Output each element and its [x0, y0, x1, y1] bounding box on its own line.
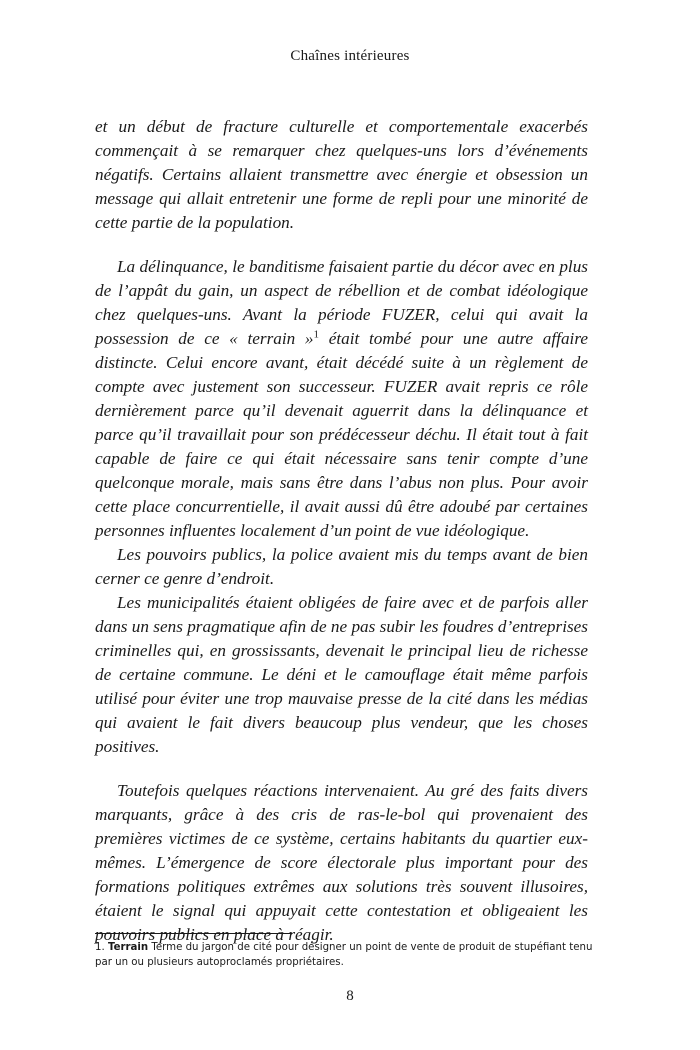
footnote-divider: [95, 933, 292, 934]
footnote-text: Terme du jargon de cité pour désigner un point de vente de produit de stupéfiant tenu par un ou plusieurs autoproclamés propriétaires.: [95, 942, 593, 968]
paragraph-1: et un début de fracture culturelle et comportementale exacerbés commençait à se remarquer chez quelques-uns lors d’événements négatifs. Certains allaient transmettre avec énergie et obsession un message qui allait entretenir une forme de repli pour une minorité de cette partie de la population.: [95, 117, 588, 232]
paragraph-5: Toutefois quelques réactions intervenaient. Au gré des faits divers marquants, grâce à des cris de ras-le-bol qui provenaient des premières victimes de ce système, certains habitants du quartier eux-mêmes. L’émergence de score électorale plus important pour des formations politiques extrêmes aux solutions très souvent illusoires, étaient le signal qui appuyait cette contestation et obligeaient les pouvoirs publics en place à réagir.: [95, 781, 588, 944]
footnote-number: 1.: [95, 942, 105, 953]
footnote: [95, 940, 595, 970]
page-number: 8: [346, 988, 354, 1004]
footnote-term: Terrain: [107, 942, 149, 953]
paragraph-2: [95, 255, 588, 543]
paragraph-2-part-2: était tombé pour une autre affaire distincte. Celui encore avant, était décédé suite à un règlement de compte avec justement son successeur. FUZER avait repris ce rôle dernièrement parce qu’il devenait aguerrit dans la délinquance et parce qu’il travaillait pour son prédécesseur déchu. Il était tout à fait capable de faire ce qui était nécessaire sans tenir compte d’une quelconque morale, mais sans être dans l’abus non plus. Pour avoir cette place concurrentielle, il avait aussi dû être adoubé par certaines personnes influentes localement d’un point de vue idéologique.: [95, 329, 588, 540]
footnote-reference[interactable]: 1: [313, 328, 320, 341]
paragraph-4: Les municipalités étaient obligées de faire avec et de parfois aller dans un sens pragmatique afin de ne pas subir les foudres d’entreprises criminelles qui, en grossissants, devenait le principal lieu de richesse de certaine commune. Le déni et le camouflage était même parfois utilisé pour éviter une trop mauvaise presse de la cité dans les médias qui avaient le fait divers beaucoup plus vendeur, que les choses positives.: [95, 593, 588, 756]
body-text: [95, 115, 588, 947]
running-title: Chaînes intérieures: [290, 48, 410, 64]
paragraph-3: Les pouvoirs publics, la police avaient mis du temps avant de bien cerner ce genre d’endroit.: [95, 545, 588, 588]
paragraph-2-part-1: La délinquance, le banditisme faisaient partie du décor avec en plus de l’appât du gain, un aspect de rébellion et de combat idéologique chez quelques-uns. Avant la période FUZER, celui qui avait la possession de ce « terrain »: [95, 257, 588, 348]
